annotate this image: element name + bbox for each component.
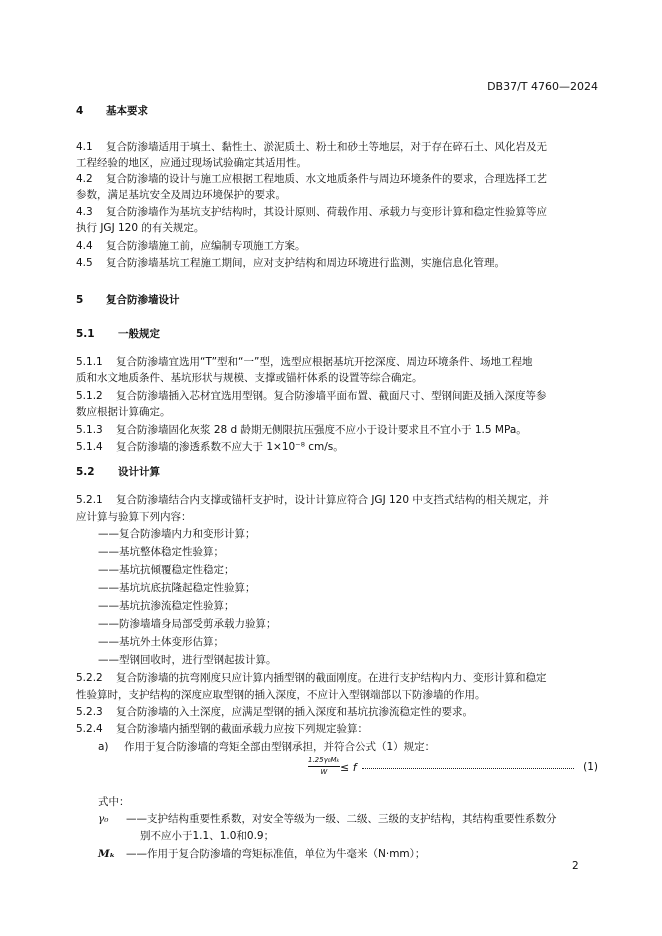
item-a: a) 作用于复合防渗墙的弯矩全部由型钢承担，并符合公式（1）规定：: [98, 741, 436, 753]
clause-4-2-line2: 参数，满足基坑安全及周边环境保护的要求。: [76, 189, 286, 201]
clause-5-1-2-line2: 数应根据计算确定。: [76, 406, 171, 418]
clause-5-2-2-line1: 5.2.2 复合防渗墙的抗弯刚度只应计算内插型钢的截面刚度。在进行支护结构内力、变形计算和稳定: [76, 672, 547, 684]
formula-denominator: W: [320, 768, 328, 776]
definition-gamma0-line2: 别不应小于1.1、1.0和0.9；: [140, 830, 275, 842]
clause-5-1-3: 5.1.3 复合防渗墙固化灰浆 28 d 龄期无侧限抗压强度不应小于设计要求且不宜小于 1.5 MPa。: [76, 424, 527, 436]
clause-5-1-2-line1: 5.1.2 复合防渗墙插入芯材宜选用型钢。复合防渗墙平面布置、截面尺寸、型钢间距及插入深度等参: [76, 390, 547, 402]
section-5-1-title: 5.1 一般规定: [76, 328, 160, 340]
list-item: ——型钢回收时，进行型钢起拔计算。: [98, 654, 277, 666]
list-item: ——复合防渗墙内力和变形计算；: [98, 528, 256, 540]
clause-4-1-line1: 4.1 复合防渗墙适用于填土、黏性土、淤泥质土、粉土和砂土等地层，对于存在碎石土、风化岩及无: [76, 141, 547, 153]
symbol-gamma0: γ₀: [98, 813, 109, 825]
list-item: ——防渗墙墙身局部受剪承载力验算；: [98, 618, 277, 630]
definition-mk: Mₖ ——作用于复合防渗墙的弯矩标准值，单位为牛毫米（N·mm）；: [98, 848, 426, 860]
clause-5-1-1-line1: 5.1.1 复合防渗墙宜选用“T”型和“一”型，选型应根据基坑开挖深度、周边环境条件、场地工程地: [76, 356, 533, 368]
clause-5-1-4: 5.1.4 复合防渗墙的渗透系数不应大于 1×10⁻⁸ cm/s。: [76, 441, 344, 453]
clause-4-2-line1: 4.2 复合防渗墙的设计与施工应根据工程地质、水文地质条件与周边环境条件的要求，合理选择工艺: [76, 173, 547, 185]
document-code: DB37/T 4760—2024: [487, 80, 598, 93]
clause-5-2-4: 5.2.4 复合防渗墙内插型钢的截面承载力应按下列规定验算：: [76, 723, 368, 735]
list-item: ——基坑整体稳定性验算；: [98, 546, 224, 558]
formula-fraction: [308, 756, 340, 777]
section-5-2-title: 5.2 设计计算: [76, 466, 160, 478]
list-item: ——基坑坑底抗隆起稳定性验算；: [98, 582, 256, 594]
where-label: 式中：: [98, 796, 130, 808]
clause-5-2-2-line2: 性验算时，支护结构的深度应取型钢的插入深度，不应计入型钢端部以下防渗墙的作用。: [76, 689, 486, 701]
page-number: 2: [572, 860, 579, 872]
formula-rhs: ≤ f: [340, 761, 357, 774]
clause-4-1-line2: 工程经验的地区，应通过现场试验确定其适用性。: [76, 157, 307, 169]
clause-4-5: 4.5 复合防渗墙基坑工程施工期间，应对支护结构和周边环境进行监测，实施信息化管理。: [76, 257, 505, 269]
list-item: ——基坑外土体变形估算；: [98, 636, 224, 648]
list-item: ——基坑抗倾覆稳定性稳定；: [98, 564, 235, 576]
clause-5-2-1-line2: 应计算与验算下列内容：: [76, 511, 192, 523]
clause-4-4: 4.4 复合防渗墙施工前，应编制专项施工方案。: [76, 240, 306, 252]
definition-gamma0-line1: γ₀ ——支护结构重要性系数，对安全等级为一级、二级、三级的支护结构，其结构重要性系数分: [98, 813, 557, 825]
formula-1: [308, 756, 598, 780]
clause-5-2-1-line1: 5.2.1 复合防渗墙结合内支撑或锚杆支护时，设计计算应符合 JGJ 120 中支挡式结构的相关规定，并: [76, 494, 549, 506]
section-4-title: 4 基本要求: [76, 105, 148, 117]
clause-4-3-line1: 4.3 复合防渗墙作为基坑支护结构时，其设计原则、荷载作用、承载力与变形计算和稳定性验算等应: [76, 206, 547, 218]
clause-5-1-1-line2: 质和水文地质条件、基坑形状与规模、支撑或锚杆体系的设置等综合确定。: [76, 372, 423, 384]
clause-5-2-3: 5.2.3 复合防渗墙的入土深度，应满足型钢的插入深度和基坑抗渗流稳定性的要求。: [76, 706, 473, 718]
list-item: ——基坑抗渗流稳定性验算；: [98, 600, 235, 612]
clause-4-3-line2: 执行 JGJ 120 的有关规定。: [76, 222, 205, 234]
formula-numerator: 1.25γ₀Mₖ: [308, 756, 340, 764]
symbol-mk: Mₖ: [98, 848, 116, 860]
equation-number: (1): [583, 761, 598, 773]
section-5-title: 5 复合防渗墙设计: [76, 294, 180, 306]
formula-leader-dots: [362, 768, 574, 769]
